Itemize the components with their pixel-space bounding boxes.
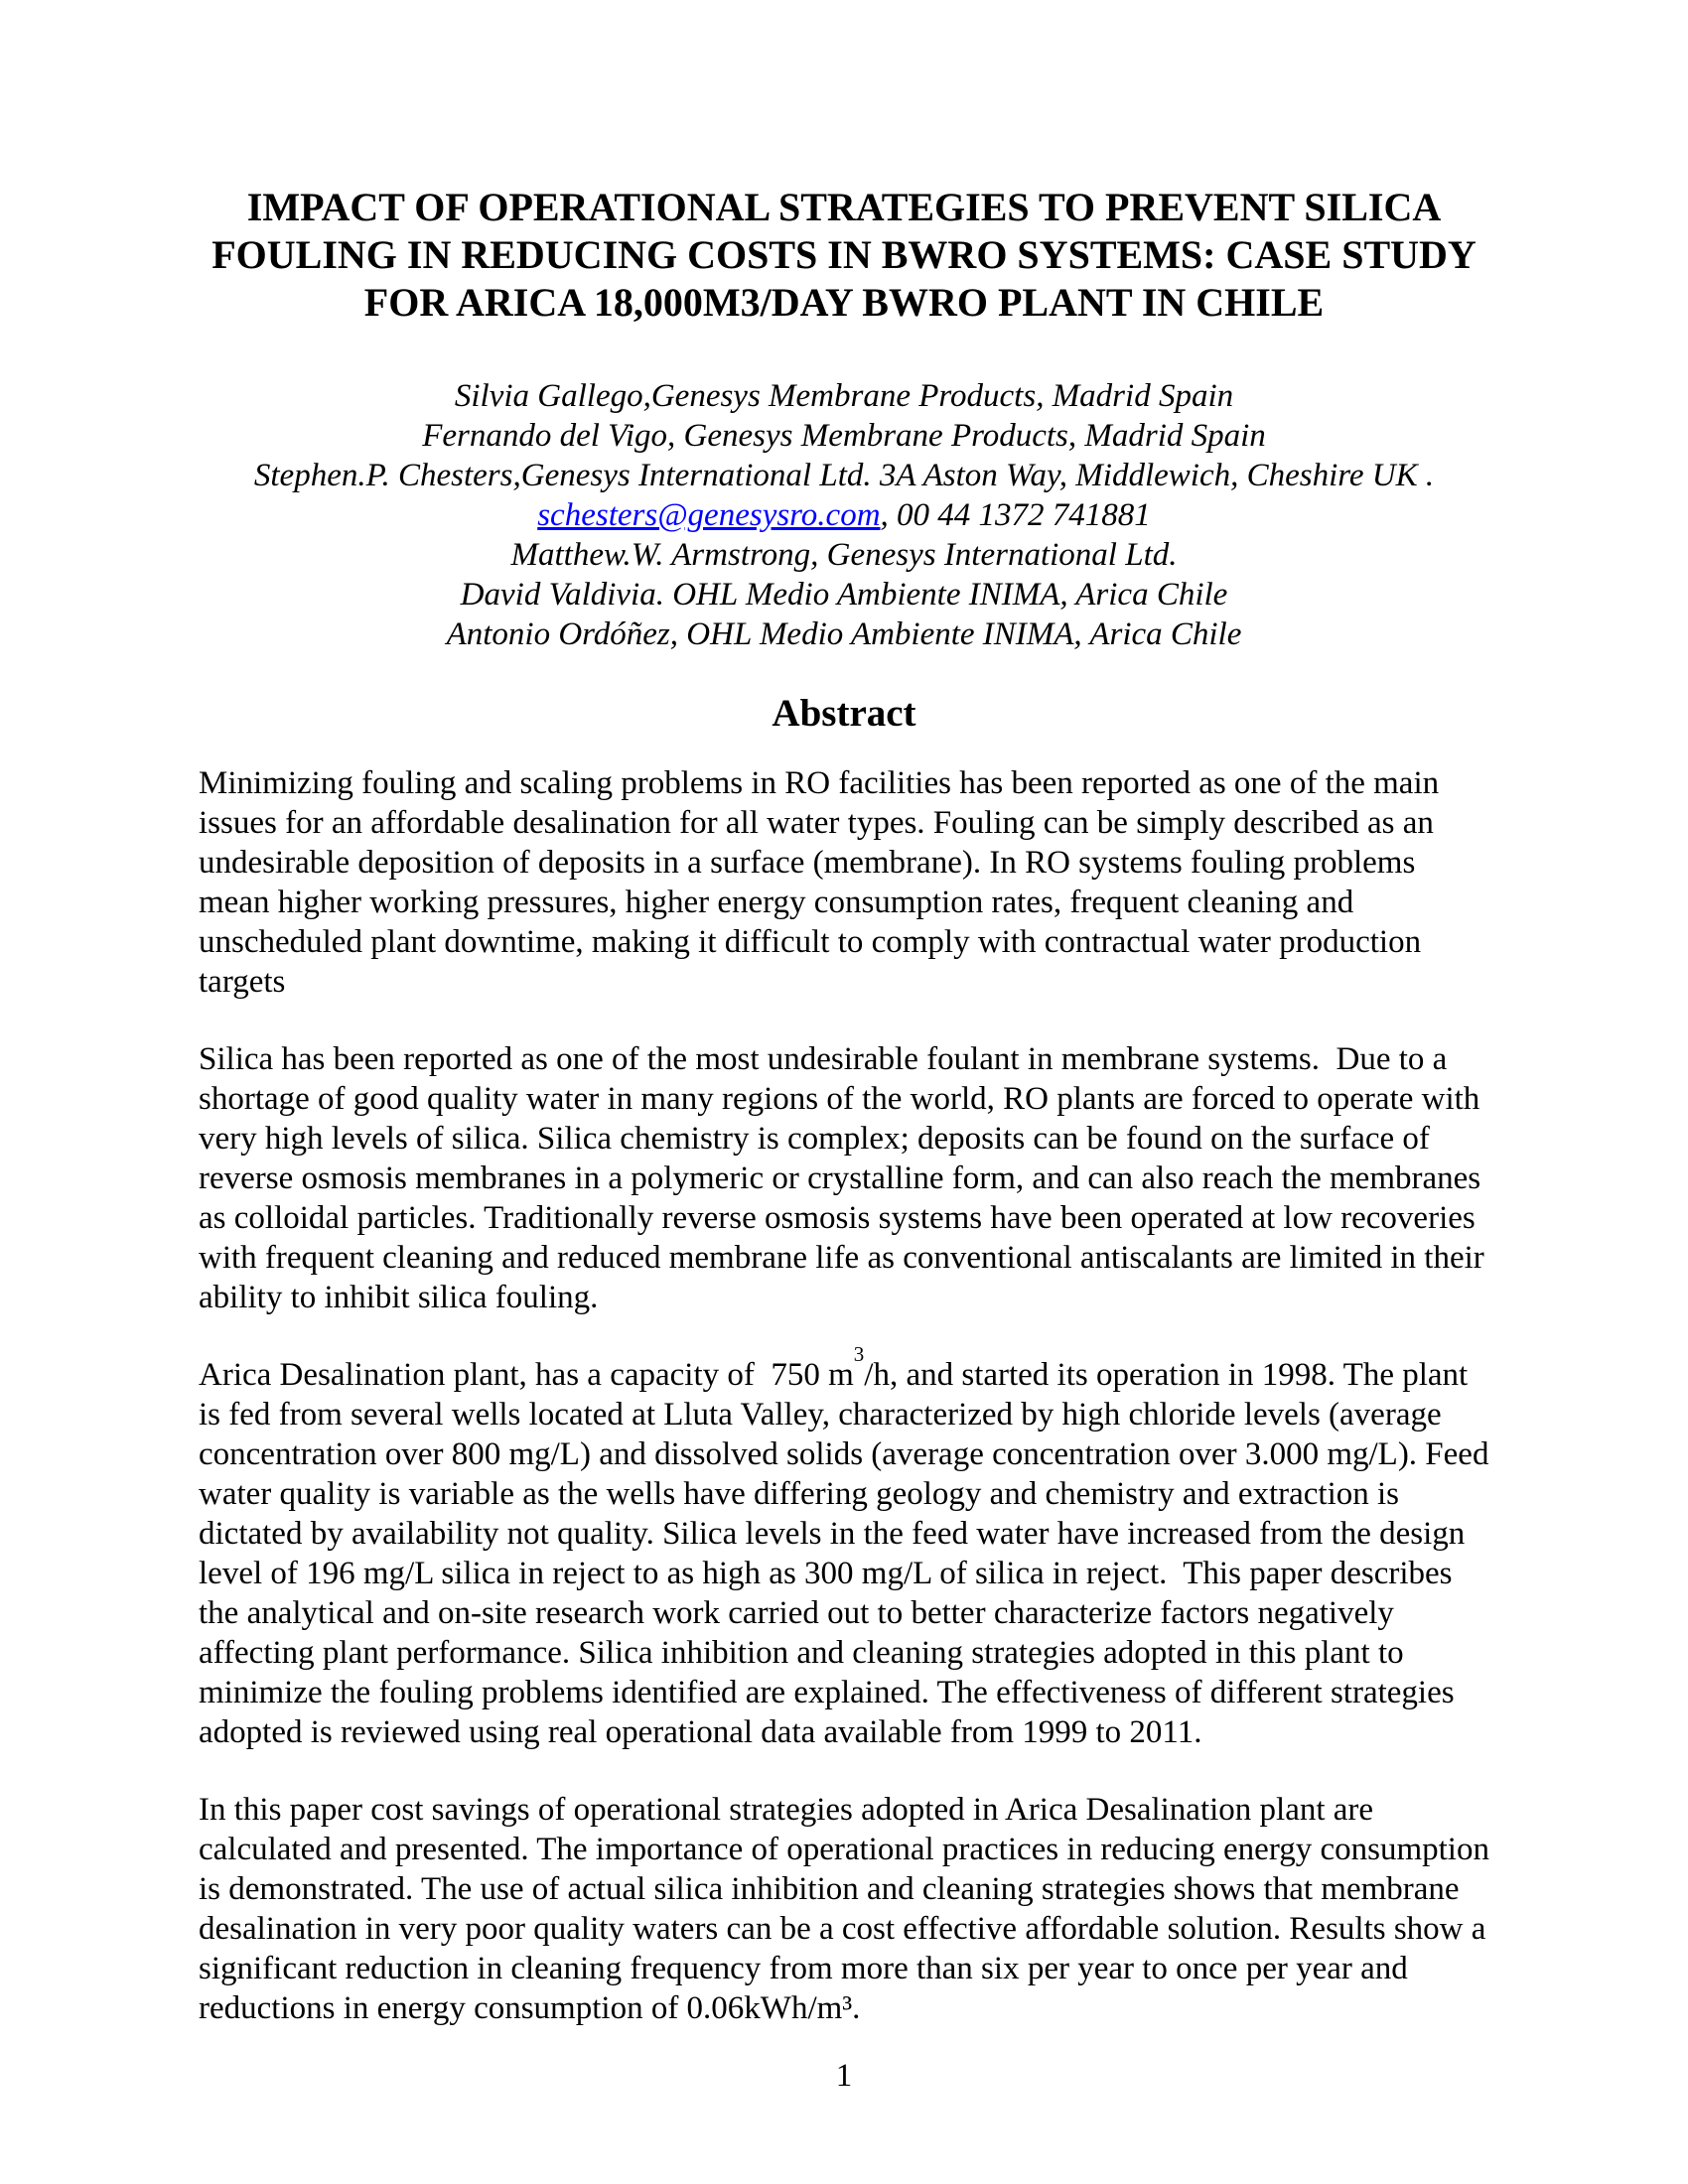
page-number: 1: [835, 2058, 853, 2094]
contact-line: [199, 495, 1489, 535]
abstract-heading: Abstract: [772, 692, 916, 735]
author-line-1: Silvia Gallego,Genesys Membrane Products, Madrid Spain: [454, 378, 1234, 414]
paper-title-line-3: FOR ARICA 18,000M3/DAY BWRO PLANT IN CHILE: [363, 280, 1325, 325]
author-block: [199, 376, 1489, 654]
email-link[interactable]: schesters@genesysro.com: [537, 497, 881, 533]
abstract-paragraph-4: In this paper cost savings of operational strategies adopted in Arica Desalination plant are calculated and presented. The importance of operational practices in reducing energy consumption is demonstrated. The use of actual silica inhibition and cleaning strategies shows that membrane desalination in very poor quality waters can be a cost effective affordable solution. Results show a significant reduction in cleaning frequency from more than six per year to once per year and reductions in energy consumption of 0.06kWh/m³.: [199, 1792, 1498, 2026]
author-line-3: Stephen.P. Chesters,Genesys International Ltd. 3A Aston Way, Middlewich, Cheshire UK .: [253, 458, 1435, 493]
abstract-paragraph-1: Minimizing fouling and scaling problems in RO facilities has been reported as one of the main issues for an affordable desalination for all water types. Fouling can be simply described as an undesirable deposition of deposits in a surface (membrane). In RO systems fouling problems mean higher working pressures, higher energy consumption rates, frequent cleaning and unscheduled plant downtime, making it difficult to comply with contractual water production targets: [199, 765, 1448, 1000]
paragraph-3-text-after-superscript: /h, and started its operation in 1998. The plant is fed from several wells located at Lluta Valley, characterized by high chloride levels (average concentration over 800 mg/L) and dissolved solids (average concentration over 3.000 mg/L). Feed water quality is variable as the wells have differing geology and chemistry and extraction is dictated by availability not quality. Silica levels in the feed water have increased from the design level of 196 mg/L silica in reject to as high as 300 mg/L of silica in reject. This paper describes the analytical and on-site research work carried out to better characterize factors negatively affecting plant performance. Silica inhibition and cleaning strategies adopted in this plant to minimize the fouling problems identified are explained. The effectiveness of different strategies adopted is reviewed using real operational data available from 1999 to 2011.: [199, 1357, 1497, 1750]
author-line-4: Matthew.W. Armstrong, Genesys International Ltd.: [510, 537, 1178, 573]
abstract-paragraph-2: Silica has been reported as one of the most undesirable foulant in membrane systems. Due to a shortage of good quality water in many regions of the world, RO plants are forced to operate with very high levels of silica. Silica chemistry is complex; deposits can be found on the surface of reverse osmosis membranes in a polymeric or crystalline form, and can also reach the membranes as colloidal particles. Traditionally reverse osmosis systems have been operated at low recoveries with frequent cleaning and reduced membrane life as conventional antiscalants are limited in their ability to inhibit silica fouling.: [199, 1041, 1493, 1315]
author-line-2: Fernando del Vigo, Genesys Membrane Products, Madrid Spain: [422, 418, 1266, 454]
cubic-meter-superscript: 3: [853, 1342, 865, 1367]
author-line-6: Antonio Ordóñez, OHL Medio Ambiente INIMA, Arica Chile: [446, 616, 1242, 652]
paper-title-line-1: IMPACT OF OPERATIONAL STRATEGIES TO PREVENT SILICA: [246, 185, 1442, 229]
phone-number: , 00 44 1372 741881: [880, 497, 1151, 533]
paragraph-3-text-before-superscript: Arica Desalination plant, has a capacity of 750 m: [199, 1357, 854, 1393]
abstract-paragraph-3: [199, 1342, 1497, 1752]
paper-title: [199, 184, 1489, 327]
paper-title-line-2: FOULING IN REDUCING COSTS IN BWRO SYSTEMS: CASE STUDY: [211, 232, 1477, 277]
author-line-5: David Valdivia. OHL Medio Ambiente INIMA, Arica Chile: [460, 577, 1228, 613]
